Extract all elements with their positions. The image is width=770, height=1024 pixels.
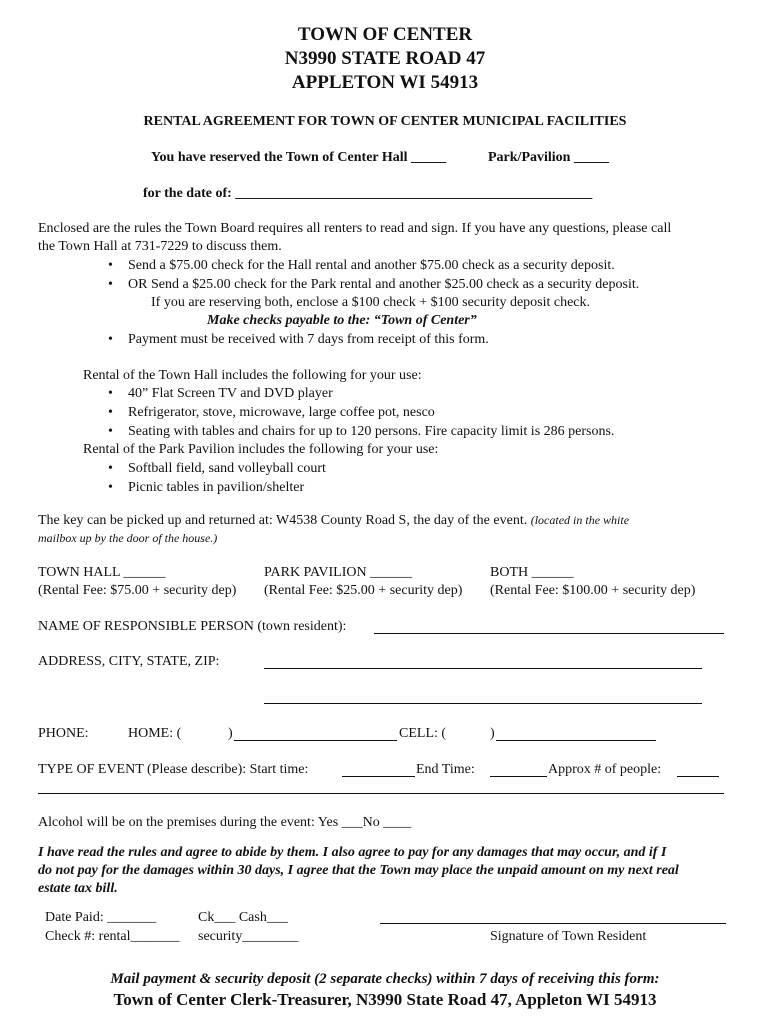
park-item-tables: • Picnic tables in pavilion/shelter [128,480,304,496]
cell-phone-label: CELL: ( [399,726,447,741]
end-time-label: End Time: [416,762,475,777]
option-park-pavilion[interactable]: PARK PAVILION ______ [264,565,413,580]
payment-bullet-hall: • Send a $75.00 check for the Hall rental and another $75.00 check as a security deposit. [128,258,615,274]
address-label: ADDRESS, CITY, STATE, ZIP: [38,654,220,669]
footer-mail-note: Mail payment & security deposit (2 separate checks) within 7 days of receiving this form: [110,971,660,987]
park-item-fields: • Softball field, sand volleyball court [128,461,326,477]
key-info-text: The key can be picked up and returned at: W4538 County Road S, the day of the event. [38,513,528,528]
agreement-statement-line-3: estate tax bill. [38,881,118,896]
address-input-line-1[interactable] [264,668,702,669]
option-town-hall[interactable]: TOWN HALL ______ [38,565,166,580]
approx-people-input-line[interactable] [677,776,719,777]
ck-cash-field[interactable]: Ck___ Cash___ [198,910,288,925]
home-phone-close: ) [228,726,233,741]
key-info-note: (located in the white [530,513,630,527]
signature-input-line[interactable] [380,923,726,924]
approx-people-label: Approx # of people: [548,762,662,777]
agreement-title: RENTAL AGREEMENT FOR TOWN OF CENTER MUNICIPAL FACILITIES [143,114,627,129]
hall-item-appliances: • Refrigerator, stove, microwave, large coffee pot, nesco [128,405,435,421]
payable-note: Make checks payable to the: “Town of Center” [207,313,477,328]
hall-includes-heading: Rental of the Town Hall includes the following for your use: [83,368,422,383]
park-includes-heading: Rental of the Park Pavilion includes the following for your use: [83,442,439,457]
start-time-input-line[interactable] [342,776,415,777]
cell-phone-close: ) [490,726,495,741]
rental-date-field[interactable]: for the date of: ___________________________________________________ [143,186,593,201]
end-time-input-line[interactable] [490,776,547,777]
reserved-park-text: Park/Pavilion _____ [488,150,609,165]
option-town-hall-fee: (Rental Fee: $75.00 + security dep) [38,583,237,598]
payment-bullet-park: • OR Send a $25.00 check for the Park rental and another $25.00 check as a security deposit. [128,277,639,293]
signature-label: Signature of Town Resident [490,929,647,944]
intro-line-1: Enclosed are the rules the Town Board requires all renters to read and sign. If you have any questions, please call [38,221,672,236]
name-label: NAME OF RESPONSIBLE PERSON (town resident): [38,619,347,634]
header-town-name: TOWN OF CENTER [297,24,473,45]
name-input-line[interactable] [374,633,724,634]
payment-deadline: • Payment must be received with 7 days from receipt of this form. [128,332,489,348]
option-both-fee: (Rental Fee: $100.00 + security dep) [490,583,696,598]
intro-line-2: the Town Hall at 731-7229 to discuss them. [38,239,282,254]
check-number-security-field[interactable]: security________ [198,929,299,944]
agreement-statement-line-2: do not pay for the damages within 30 days, I agree that the Town may place the unpaid amount on my next real [38,863,679,878]
header-city: APPLETON WI 54913 [291,72,479,93]
phone-label: PHONE: [38,726,89,741]
home-phone-input-line[interactable] [234,740,397,741]
both-note: If you are reserving both, enclose a $100 check + $100 security deposit check. [151,295,591,310]
header-street: N3990 STATE ROAD 47 [284,48,486,69]
alcohol-question[interactable]: Alcohol will be on the premises during the event: Yes ___No ____ [38,815,412,830]
address-input-line-2[interactable] [264,703,702,704]
home-phone-label: HOME: ( [128,726,182,741]
hall-item-tv: • 40” Flat Screen TV and DVD player [128,386,333,402]
cell-phone-input-line[interactable] [496,740,656,741]
key-info [38,513,629,529]
check-number-rental-field[interactable]: Check #: rental_______ [45,929,180,944]
footer-address: Town of Center Clerk-Treasurer, N3990 State Road 47, Appleton WI 54913 [113,990,657,1009]
event-description-input-line[interactable] [38,793,724,794]
option-both[interactable]: BOTH ______ [490,565,574,580]
key-info-note-2: mailbox up by the door of the house.) [38,531,218,545]
reserved-hall-text: You have reserved the Town of Center Hall _____ [151,150,447,165]
hall-item-seating: • Seating with tables and chairs for up to 120 persons. Fire capacity limit is 286 persons. [128,424,614,440]
agreement-statement-line-1: I have read the rules and agree to abide by them. I also agree to pay for any damages that may occur, and if I [38,845,667,860]
option-park-pavilion-fee: (Rental Fee: $25.00 + security dep) [264,583,463,598]
event-type-label: TYPE OF EVENT (Please describe): Start time: [38,762,309,777]
date-paid-field[interactable]: Date Paid: _______ [45,910,157,925]
